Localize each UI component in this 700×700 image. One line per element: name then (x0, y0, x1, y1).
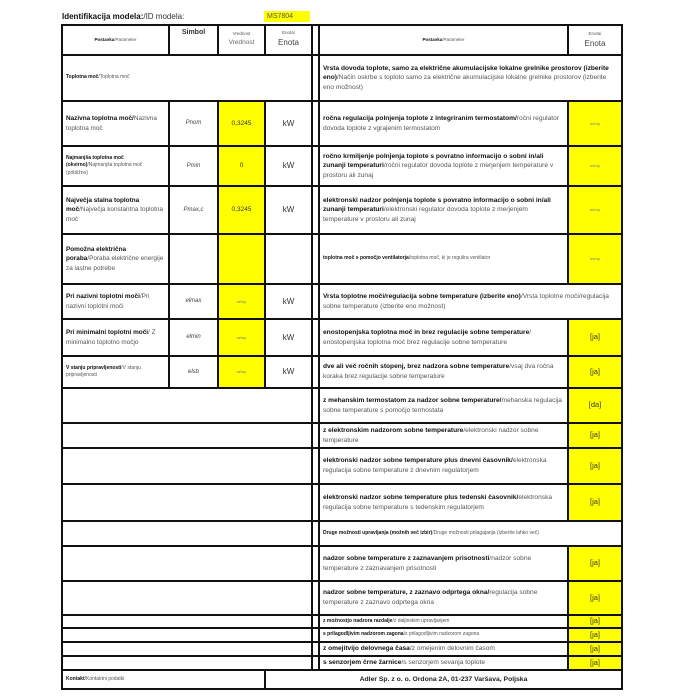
option-value-cell: [ja] (567, 627, 623, 643)
parameter-name-cell: V stanju pripravljenosti/V stanju pripravljenosti (61, 355, 170, 389)
option-description-cell: ročna regulacija polnjenja toplote z integriranim termostatom/ročni regulator dovoda toplote z vgrajenim termostatom (318, 100, 569, 147)
parameter-name-cell: Pri nazivni toplotni moči/Pri nazivni toplotni moči (61, 283, 170, 320)
contact-label-cell: Kontakt/Kontaktni podatki (61, 669, 266, 690)
unit-header: Enota/ Enota (264, 24, 313, 56)
value-cell: 0,3245 (217, 185, 266, 235)
empty-left-cell (61, 580, 313, 616)
option-value-cell: [da] (567, 387, 623, 424)
option-value-cell: ne/np (567, 233, 623, 285)
empty-left-cell (61, 545, 313, 582)
model-id-value: MS7804 (264, 11, 310, 22)
option-value-cell: ne/np (567, 100, 623, 147)
symbol-cell: elsb (168, 355, 219, 389)
symbol-cell: elmin (168, 318, 219, 357)
unit-cell: kW (264, 100, 313, 147)
right-unit-header: Enota/ Enota (567, 24, 623, 56)
section-header-cell: Vrsta toplotne moči/regulacija sobne temperature (izberite eno)/Vrsta toplotne moči/regulacija sobne temperature (izberite eno možnost) (318, 283, 623, 320)
symbol-cell: elmax (168, 283, 219, 320)
section-header-cell: Vrsta dovoda toplote, samo za električne akumulacijske lokalne grelnike prostorov (izberite eno)/Način oskrbe s toploto samo za električne akumulacijske lokalne grelnike prostorov (izberite eno možnost) (318, 54, 623, 102)
option-description-cell: s prilagodljivim nadzorom zagona/s prilagodljivim nadzorom zagona (318, 627, 569, 643)
option-description-cell: elektronski nadzor polnjenja toplote s povratno informacijo o sobni in/ali zunanji temperaturi/elektronski regulator dovoda toplote z merjenjem temperature v prostoru ali zunaj (318, 185, 569, 235)
empty-left-cell (61, 483, 313, 522)
unit-cell: kW (264, 283, 313, 320)
option-description-cell: z možnostjo nadzora razdalje/z daljinskim upravljanjem (318, 614, 569, 629)
option-value-cell: [ja] (567, 545, 623, 582)
empty-left-cell (61, 387, 313, 424)
option-description-cell: ročno krmiljenje polnjenja toplote s povratno informacijo o sobni in/ali zunanji temperaturi/ročni regulator dovoda toplote z merjenjem temperature v prostoru ali zunaj (318, 145, 569, 187)
option-value-cell: [ja] (567, 318, 623, 357)
option-value-cell: [ja] (567, 447, 623, 485)
parameter-name-cell: Največja stalna toplotna moč/Največja konstantna toplotna moč (61, 185, 170, 235)
value-cell: 0,3245 (217, 100, 266, 147)
parameter-name-cell: Pri minimalni toplotni moči/ Z minimalno toplotno močjo (61, 318, 170, 357)
empty-left-cell (61, 447, 313, 485)
option-value-cell: [ja] (567, 641, 623, 657)
value-cell (217, 233, 266, 285)
option-description-cell: elektronski nadzor sobne temperature plus tedenski časovnik/elektronska regulacija sobne temperature s tedenskim regulatorjem (318, 483, 569, 522)
option-description-cell: toplotna moč s pomočjo ventilatorja/toplotna moč, ki jo regulira ventilator (318, 233, 569, 285)
value-cell: ne/np (217, 355, 266, 389)
option-value-cell: [ja] (567, 422, 623, 449)
contact-value-cell: Adler Sp. z o. o. Ordona 2A, 01-237 Varšava, Poljska (264, 669, 623, 690)
value-header: Vrednost Vrednost (217, 24, 266, 56)
empty-left-cell (61, 422, 313, 449)
option-value-cell: [ja] (567, 483, 623, 522)
unit-cell: kW (264, 318, 313, 357)
value-cell: 0 (217, 145, 266, 187)
unit-cell: kW (264, 355, 313, 389)
unit-cell: kW (264, 185, 313, 235)
unit-cell (264, 233, 313, 285)
option-description-cell: nadzor sobne temperature, z zaznavo odprtega okna/regulacija sobne temperature z zaznavo odprtega okna (318, 580, 569, 616)
option-description-cell: s senzorjem črne žarnice/s senzorjem sevanja toplote (318, 655, 569, 671)
option-value-cell: [ja] (567, 614, 623, 629)
value-cell: ne/np (217, 318, 266, 357)
option-value-cell: ne/np (567, 185, 623, 235)
unit-cell: kW (264, 145, 313, 187)
option-description-cell: dve ali več ročnih stopenj, brez nadzora sobne temperature/vsaj dva ročna koraka brez regulacije sobne temperature (318, 355, 569, 389)
option-description-cell: z elektronskim nadzorom sobne temperature/elektronski nadzor sobne temperature (318, 422, 569, 449)
right-parameter-header: Postavka/Parameter (318, 24, 569, 56)
option-description-cell: enostopenjska toplotna moč in brez regulacije sobne temperature/ enostopenjska toplotna moč brez regulacije sobne temperature (318, 318, 569, 357)
symbol-header: Simbol (168, 24, 219, 56)
symbol-cell (168, 233, 219, 285)
section-header-cell: Druge možnosti upravljanja (možnih več izbir)/Druge možnosti prilagajanja (izberite lahko več) (318, 520, 623, 547)
option-value-cell: ne/np (567, 145, 623, 187)
heat-output-section: Toplotna moč/Toplotna moč (61, 54, 313, 102)
option-description-cell: nadzor sobne temperature z zaznavanjem prisotnosti/nadzor sobne temperature z zaznavanjem prisotnosti (318, 545, 569, 582)
option-description-cell: elektronski nadzor sobne temperature plus dnevni časovnik/elektronska regulacija sobne temperature z dnevnim regulatorjem (318, 447, 569, 485)
model-identification-title: Identifikacija modela:/ID modela: (62, 12, 185, 21)
parameter-header: Postavka/Parameter (61, 24, 170, 56)
option-description-cell: z mehanskim termostatom za nadzor sobne temperature/mehanska regulacija sobne temperature s pomočjo termostata (318, 387, 569, 424)
value-cell: ne/np (217, 283, 266, 320)
symbol-cell: Pnom (168, 100, 219, 147)
option-description-cell: z omejitvijo delovnega časa/z omejenim delovnim časom (318, 641, 569, 657)
symbol-cell: Pmax,c (168, 185, 219, 235)
symbol-cell: Pmin (168, 145, 219, 187)
option-value-cell: [ja] (567, 655, 623, 671)
parameter-name-cell: Najmanjša toplotna moč (okvirno)/Najmanjša toplotna moč (približno) (61, 145, 170, 187)
option-value-cell: [ja] (567, 355, 623, 389)
option-value-cell: [ja] (567, 580, 623, 616)
parameter-name-cell: Pomožna električna poraba/Poraba električne energije za lastne potrebe (61, 233, 170, 285)
empty-left-cell (61, 520, 313, 547)
parameter-name-cell: Nazivna toplotna moč/Nazivna toplotna moč (61, 100, 170, 147)
